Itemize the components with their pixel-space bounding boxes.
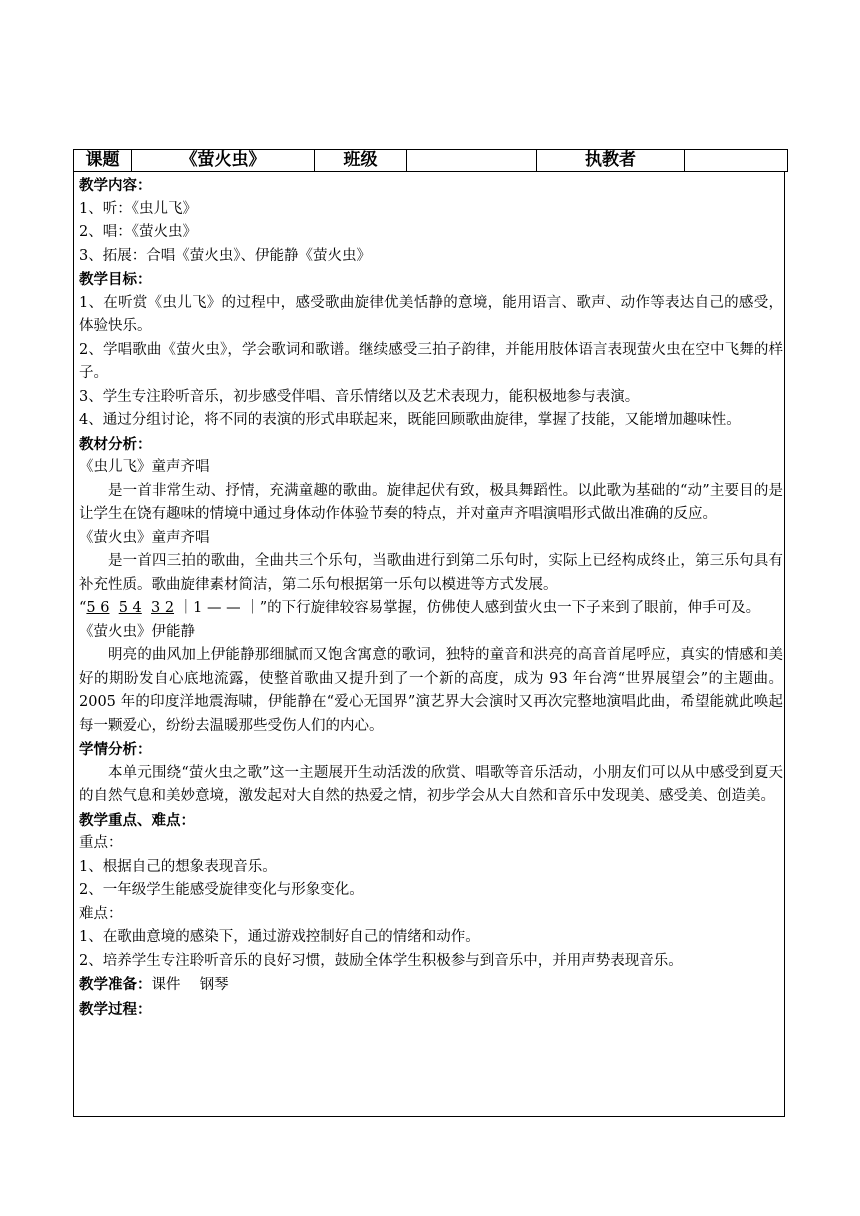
notation-open: “: [79, 600, 87, 616]
lesson-body: [73, 172, 785, 1117]
teacher-label: 执教者: [537, 150, 685, 172]
key-label: 重点：: [79, 835, 123, 851]
header-table: [73, 149, 788, 172]
difficult-label: 难点：: [79, 905, 123, 922]
analysis-heading: 教材分析：: [79, 435, 152, 453]
song3-title: 《萤火虫》伊能静: [79, 623, 195, 640]
song1-text: 是一首非常生动、抒情，充满童趣的歌曲。旋律起伏有致，极具舞蹈性。以此歌为基础的“动”主要目的是让学生在饶有趣味的情境中通过身体动作体验节奏的特点，并对童声齐唱演唱形式做出准确的反应。: [79, 482, 783, 522]
notation-rest: ｜1 — — ｜: [174, 600, 260, 616]
notation-paragraph: [79, 597, 783, 621]
class-value: [407, 150, 537, 172]
notation-a: 5 6: [86, 600, 110, 616]
key-item: 1、根据自己的想象表现音乐。: [79, 858, 277, 875]
prep-heading: 教学准备：: [79, 976, 152, 993]
notation-group: [86, 600, 259, 616]
goals-heading: 教学目标：: [79, 271, 152, 288]
song3-text: 明亮的曲风加上伊能静那细腻而又饱含寓意的歌词，独特的童音和洪亮的高音首尾呼应，真实的情感和美好的期盼发自心底地流露，使整首歌曲又提升到了一个新的高度，成为 93 年台湾“世界展望会”的主题曲。2005 年的印度洋地震海啸，伊能静在“爱心无国界”演艺界大会演时又再次完整地演唱此曲，希望能就此唤起每一颗爱心，纷纷去温暖那些受伤人们的内心。: [79, 647, 783, 734]
goal-item: 1、在听赏《虫儿飞》的过程中，感受歌曲旋律优美恬静的意境，能用语言、歌声、动作等表达自己的感受，体验快乐。: [79, 294, 783, 334]
students-text: 本单元围绕“萤火虫之歌”这一主题展开生动活泼的欣赏、唱歌等音乐活动，小朋友们可以从中感受到夏天的自然气息和美妙意境，激发起对大自然的热爱之情，初步学会从大自然和音乐中发现美、感受美、创造美。: [79, 764, 783, 804]
topic-label: 课题: [74, 150, 132, 172]
goal-item: 2、学唱歌曲《萤火虫》，学会歌词和歌谱。继续感受三拍子韵律，并能用肢体语言表现萤火虫在空中飞舞的样子。: [79, 341, 783, 381]
content-item: 2、唱：《萤火虫》: [79, 224, 197, 240]
notation-b: 5 4: [118, 600, 142, 616]
notation-after: ”的下行旋律较容易掌握，仿佛使人感到萤火虫一下子来到了眼前，伸手可及。: [259, 600, 761, 616]
notation-c: 3 2: [150, 600, 175, 616]
prep-text: 课件 钢琴: [151, 977, 229, 993]
goal-item: 4、通过分组讨论，将不同的表演的形式串联起来，既能回顾歌曲旋律，掌握了技能，又能增加趣味性。: [79, 412, 741, 428]
content-item: 1、听：《虫儿飞》: [79, 200, 197, 217]
song1-title: 《虫儿飞》童声齐唱: [79, 459, 210, 475]
key-points-heading: 教学重点、难点：: [79, 811, 195, 829]
key-item: 2、一年级学生能感受旋律变化与形象变化。: [79, 882, 364, 898]
difficult-item: 1、在歌曲意境的感染下，通过游戏控制好自己的情绪和动作。: [79, 929, 480, 945]
prep-row: [79, 973, 784, 998]
song2-text: 是一首四三拍的歌曲，全曲共三个乐句，当歌曲进行到第二乐句时，实际上已经构成终止，第三乐句具有补充性质。歌曲旋律素材简洁，第二乐句根据第一乐句以模进等方式发展。: [79, 553, 783, 593]
content-item: 3、拓展：合唱《萤火虫》、伊能静《萤火虫》: [79, 247, 371, 264]
difficult-item: 2、培养学生专注聆听音乐的良好习惯，鼓励全体学生积极参与到音乐中，并用声势表现音乐。: [79, 952, 683, 969]
song2-title: 《萤火虫》童声齐唱: [79, 529, 210, 546]
teacher-value: [685, 150, 788, 172]
process-heading: 教学过程：: [79, 1000, 152, 1018]
students-heading: 学情分析：: [79, 741, 152, 758]
class-label: 班级: [315, 150, 407, 172]
topic-value: 《萤火虫》: [132, 150, 315, 172]
content-heading: 教学内容：: [79, 177, 152, 194]
goal-item: 3、学生专注聆听音乐，初步感受伴唱、音乐情绪以及艺术表现力，能积极地参与表演。: [79, 388, 640, 405]
lesson-plan: [73, 149, 787, 1117]
